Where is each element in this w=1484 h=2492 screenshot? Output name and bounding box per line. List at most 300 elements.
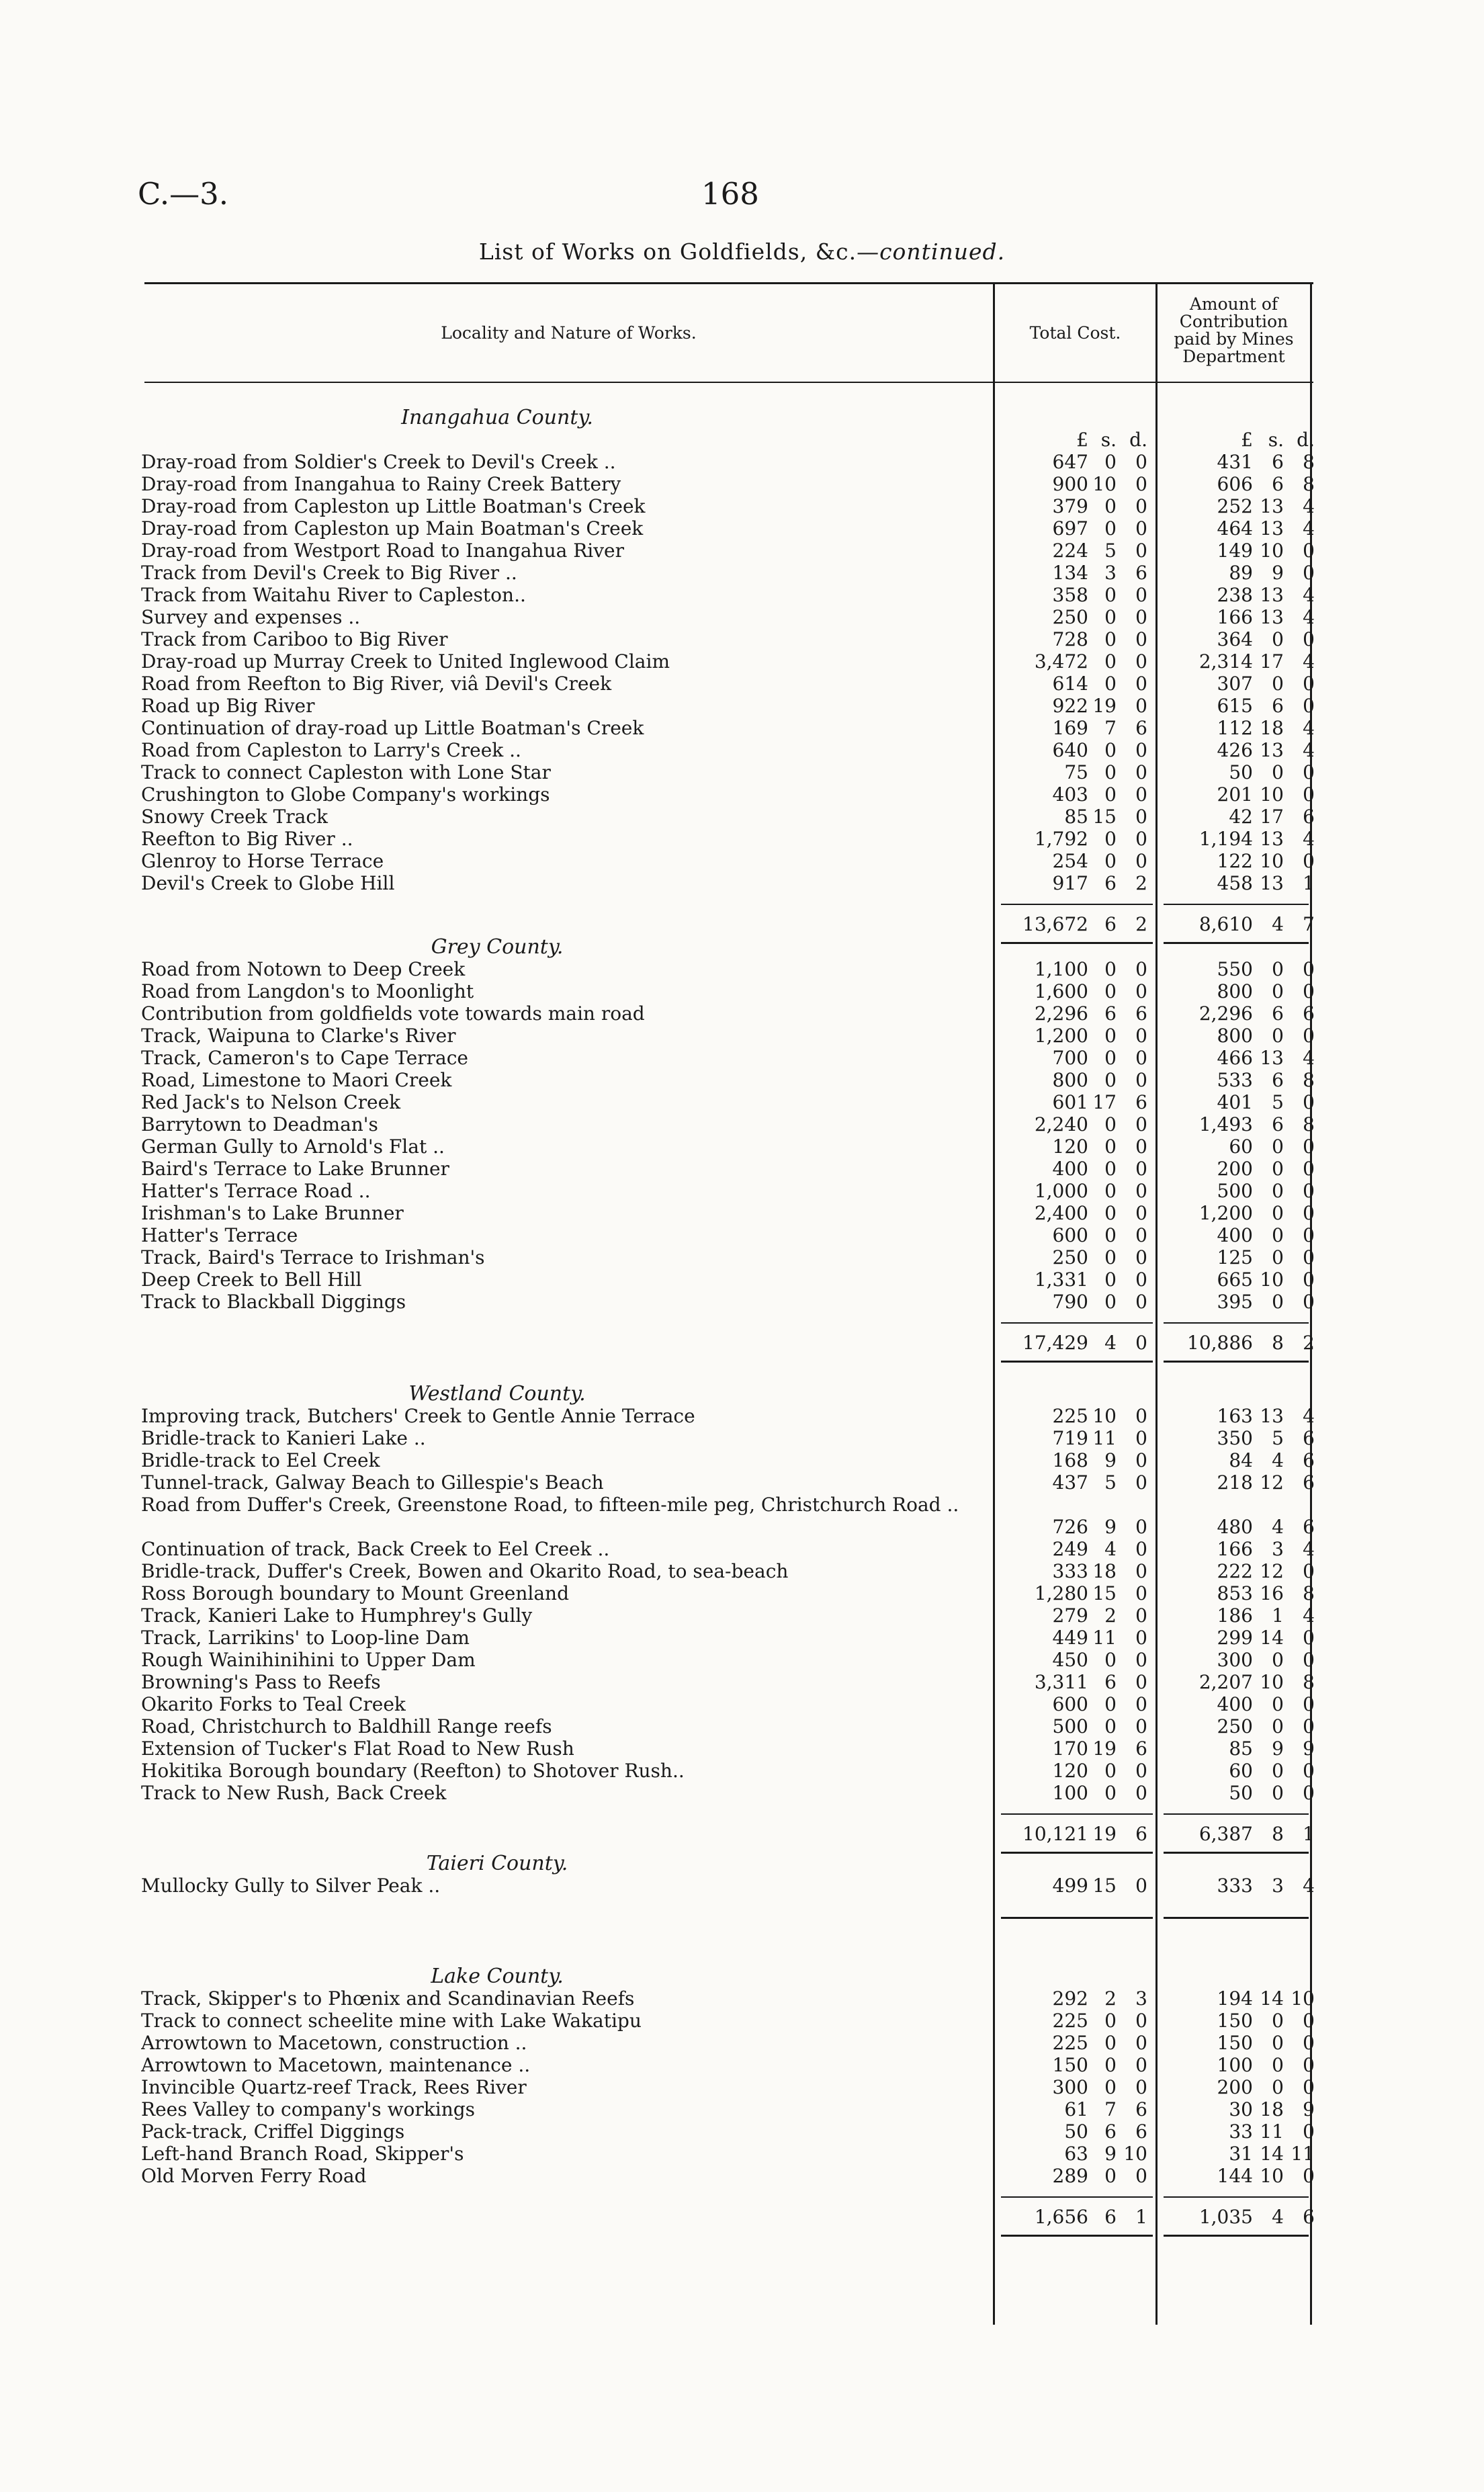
total-cost-pence: 0 xyxy=(1135,1202,1147,1224)
total-cost-pounds: 449 xyxy=(1052,1627,1088,1649)
total-cost-pence: 6 xyxy=(1135,1002,1147,1025)
contribution-shillings: 13 xyxy=(1260,1405,1284,1427)
subtotal-rule xyxy=(1001,904,1153,905)
contribution-pounds: 50 xyxy=(1229,1782,1253,1804)
subtotal-rule xyxy=(1001,1322,1153,1324)
total-cost-shillings: 0 xyxy=(1104,783,1117,806)
table-row xyxy=(0,2143,1484,2165)
row-amounts xyxy=(0,2165,1484,2187)
work-locality: Road, Christchurch to Baldhill Range reefs xyxy=(141,1715,552,1737)
work-locality: Extension of Tucker's Flat Road to New Rush xyxy=(141,1737,574,1760)
contribution-pence: 8 xyxy=(1303,451,1315,473)
contribution-pounds: 500 xyxy=(1217,1180,1253,1202)
section-end-rule xyxy=(1164,1852,1309,1854)
contribution-pence: 0 xyxy=(1303,1760,1315,1782)
total-cost-pence: 0 xyxy=(1135,1224,1147,1246)
contribution-pounds: 30 xyxy=(1229,2098,1253,2120)
total-cost-shillings: 5 xyxy=(1104,540,1117,562)
total-cost-pounds: 726 xyxy=(1052,1516,1088,1538)
work-locality: Bridle-track to Kanieri Lake .. xyxy=(141,1427,426,1449)
row-amounts xyxy=(0,1180,1484,1202)
work-locality: Track from Cariboo to Big River xyxy=(141,628,448,650)
shilling-unit: s. xyxy=(1100,429,1117,451)
total-cost-pence: 2 xyxy=(1135,872,1147,894)
work-locality: Rough Wainihinihini to Upper Dam xyxy=(141,1649,476,1671)
contribution-pounds: 150 xyxy=(1217,2010,1253,2032)
work-locality: Track, Waipuna to Clarke's River xyxy=(141,1025,456,1047)
total-cost-pounds: 1,600 xyxy=(1034,980,1088,1002)
table-row xyxy=(0,1025,1484,1047)
total-cost-shillings: 0 xyxy=(1104,850,1117,872)
row-amounts xyxy=(0,540,1484,562)
row-amounts xyxy=(0,1604,1484,1627)
contribution-pence: 8 xyxy=(1303,1113,1315,1135)
total-cost-pounds: 719 xyxy=(1052,1427,1088,1449)
total-cost-pounds: 499 xyxy=(1052,1875,1088,1897)
work-locality: Bridle-track, Duffer's Creek, Bowen and Okarito Road, to sea-beach xyxy=(141,1560,789,1582)
total-cost-pence: 0 xyxy=(1135,1332,1147,1354)
row-amounts xyxy=(0,473,1484,495)
contribution-shillings: 10 xyxy=(1260,2165,1284,2187)
total-cost-pounds: 640 xyxy=(1052,739,1088,761)
row-amounts xyxy=(0,628,1484,650)
total-cost-shillings: 0 xyxy=(1104,1158,1117,1180)
row-amounts xyxy=(0,451,1484,473)
county-heading: Grey County. xyxy=(431,935,564,959)
table-row xyxy=(0,783,1484,806)
work-locality: Hokitika Borough boundary (Reefton) to Shotover Rush.. xyxy=(141,1760,685,1782)
work-locality: German Gully to Arnold's Flat .. xyxy=(141,1135,445,1158)
work-locality: Mullocky Gully to Silver Peak .. xyxy=(141,1875,441,1897)
contribution-pence: 6 xyxy=(1303,1449,1315,1471)
contribution-shillings: 3 xyxy=(1272,1538,1284,1560)
total-cost-shillings: 0 xyxy=(1104,2165,1117,2187)
contribution-pounds: 2,207 xyxy=(1198,1671,1253,1693)
contribution-pounds: 31 xyxy=(1229,2143,1253,2165)
contribution-pence: 6 xyxy=(1303,1427,1315,1449)
contribution-shillings: 11 xyxy=(1260,2120,1284,2143)
table-row xyxy=(0,850,1484,872)
row-amounts xyxy=(0,695,1484,717)
contribution-pence: 2 xyxy=(1303,1332,1315,1354)
row-amounts xyxy=(0,806,1484,828)
contribution-pence: 0 xyxy=(1303,1715,1315,1737)
section-end-rule xyxy=(1164,942,1309,944)
total-cost-pounds: 917 xyxy=(1052,872,1088,894)
contribution-shillings: 1 xyxy=(1272,1604,1284,1627)
contribution-pounds: 665 xyxy=(1217,1269,1253,1291)
contribution-pence: 4 xyxy=(1303,1875,1315,1897)
contribution-shillings: 0 xyxy=(1272,1025,1284,1047)
table-row xyxy=(0,1269,1484,1291)
total-cost-pounds: 379 xyxy=(1052,495,1088,517)
contribution-shillings: 13 xyxy=(1260,739,1284,761)
total-cost-pounds: 85 xyxy=(1064,806,1088,828)
contribution-pounds: 1,493 xyxy=(1198,1113,1253,1135)
contribution-pounds: 401 xyxy=(1217,1091,1253,1113)
total-cost-pence: 0 xyxy=(1135,673,1147,695)
contribution-pounds: 250 xyxy=(1217,1715,1253,1737)
contribution-shillings: 0 xyxy=(1272,761,1284,783)
total-cost-pounds: 697 xyxy=(1052,517,1088,540)
row-amounts xyxy=(0,1047,1484,1069)
total-cost-pence: 0 xyxy=(1135,1649,1147,1671)
contribution-pounds: 252 xyxy=(1217,495,1253,517)
contribution-pence: 0 xyxy=(1303,2054,1315,2076)
header-bottom-rule xyxy=(144,382,1313,383)
work-locality: Hatter's Terrace Road .. xyxy=(141,1180,371,1202)
table-row xyxy=(0,628,1484,650)
table-row xyxy=(0,2076,1484,2098)
table-row xyxy=(0,606,1484,628)
total-cost-pounds: 2,400 xyxy=(1034,1202,1088,1224)
row-amounts xyxy=(0,1715,1484,1737)
contribution-pence: 9 xyxy=(1303,2098,1315,2120)
row-amounts xyxy=(0,1025,1484,1047)
total-cost-shillings: 0 xyxy=(1104,958,1117,980)
total-cost-shillings: 9 xyxy=(1104,1516,1117,1538)
contribution-shillings: 0 xyxy=(1272,2032,1284,2054)
total-cost-shillings: 0 xyxy=(1104,584,1117,606)
contribution-pounds: 84 xyxy=(1229,1449,1253,1471)
table-row xyxy=(0,1494,1484,1538)
row-amounts xyxy=(0,495,1484,517)
row-amounts xyxy=(0,1693,1484,1715)
total-cost-pence: 0 xyxy=(1135,451,1147,473)
work-locality: Road from Langdon's to Moonlight xyxy=(141,980,474,1002)
total-cost-shillings: 10 xyxy=(1092,473,1117,495)
section-end-rule xyxy=(1164,2235,1309,2237)
total-cost-pounds: 400 xyxy=(1052,1158,1088,1180)
total-cost-shillings: 7 xyxy=(1104,2098,1117,2120)
total-cost-shillings: 0 xyxy=(1104,2010,1117,2032)
contribution-pounds: 426 xyxy=(1217,739,1253,761)
table-row xyxy=(0,2010,1484,2032)
total-cost-shillings: 6 xyxy=(1104,1671,1117,1693)
total-cost-pence: 0 xyxy=(1135,1427,1147,1449)
row-amounts xyxy=(0,1135,1484,1158)
total-cost-pounds: 1,280 xyxy=(1034,1582,1088,1604)
table-row xyxy=(0,1538,1484,1560)
total-cost-shillings: 17 xyxy=(1092,1091,1117,1113)
contribution-pence: 1 xyxy=(1303,872,1315,894)
total-cost-pounds: 1,100 xyxy=(1034,958,1088,980)
work-locality: Dray-road from Capleston up Main Boatman's Creek xyxy=(141,517,644,540)
table-row xyxy=(0,451,1484,473)
table-row xyxy=(0,540,1484,562)
subtotal-rule xyxy=(1164,1322,1309,1324)
row-amounts xyxy=(0,850,1484,872)
contribution-pounds: 853 xyxy=(1217,1582,1253,1604)
table-row xyxy=(0,1715,1484,1737)
total-cost-pence: 6 xyxy=(1135,1823,1147,1845)
total-cost-shillings: 6 xyxy=(1104,2120,1117,2143)
total-cost-pounds: 61 xyxy=(1064,2098,1088,2120)
contribution-pence: 0 xyxy=(1303,850,1315,872)
title-main: List of Works on Goldfields, &c.— xyxy=(478,239,880,265)
row-amounts xyxy=(0,828,1484,850)
contribution-pence: 0 xyxy=(1303,1291,1315,1313)
contribution-shillings: 5 xyxy=(1272,1427,1284,1449)
contribution-pounds: 307 xyxy=(1217,673,1253,695)
total-cost-pence: 2 xyxy=(1135,913,1147,935)
total-cost-shillings: 19 xyxy=(1092,1737,1117,1760)
contribution-pounds: 431 xyxy=(1217,451,1253,473)
table-row xyxy=(0,695,1484,717)
total-cost-pence: 0 xyxy=(1135,1269,1147,1291)
table-row xyxy=(0,562,1484,584)
work-locality: Ross Borough boundary to Mount Greenland xyxy=(141,1582,569,1604)
contribution-pence: 0 xyxy=(1303,1269,1315,1291)
work-locality: Road from Duffer's Creek, Greenstone Road, to fifteen-mile peg, Christchurch Road .. xyxy=(141,1494,959,1516)
total-cost-pounds: 600 xyxy=(1052,1693,1088,1715)
total-cost-pounds: 1,200 xyxy=(1034,1025,1088,1047)
contribution-pounds: 201 xyxy=(1217,783,1253,806)
row-amounts xyxy=(0,2032,1484,2054)
table-row xyxy=(0,673,1484,695)
contribution-pounds: 60 xyxy=(1229,1135,1253,1158)
total-cost-pence: 3 xyxy=(1135,1987,1147,2010)
contribution-pence: 0 xyxy=(1303,1180,1315,1202)
total-cost-pence: 0 xyxy=(1135,1782,1147,1804)
total-cost-pence: 0 xyxy=(1135,980,1147,1002)
total-cost-shillings: 0 xyxy=(1104,1069,1117,1091)
total-cost-pounds: 250 xyxy=(1052,1246,1088,1269)
row-amounts xyxy=(0,1582,1484,1604)
work-locality: Reefton to Big River .. xyxy=(141,828,353,850)
work-locality: Dray-road from Westport Road to Inangahua River xyxy=(141,540,625,562)
contribution-pounds: 85 xyxy=(1229,1737,1253,1760)
row-amounts xyxy=(0,2098,1484,2120)
work-locality: Dray-road up Murray Creek to United Inglewood Claim xyxy=(141,650,670,673)
contribution-pounds: 6,387 xyxy=(1198,1823,1253,1845)
total-cost-pounds: 169 xyxy=(1052,717,1088,739)
table-row xyxy=(0,1202,1484,1224)
row-amounts xyxy=(0,1091,1484,1113)
pence-unit: d. xyxy=(1129,429,1147,451)
work-locality: Track to New Rush, Back Creek xyxy=(141,1782,447,1804)
contribution-shillings: 18 xyxy=(1260,2098,1284,2120)
work-locality: Irishman's to Lake Brunner xyxy=(141,1202,404,1224)
total-cost-pounds: 10,121 xyxy=(1022,1823,1088,1845)
work-locality: Track to connect Capleston with Lone Star xyxy=(141,761,551,783)
contribution-pounds: 615 xyxy=(1217,695,1253,717)
table-row xyxy=(0,1560,1484,1582)
county-heading: Inangahua County. xyxy=(401,406,593,429)
total-cost-pounds: 249 xyxy=(1052,1538,1088,1560)
row-amounts xyxy=(0,1737,1484,1760)
contribution-pence: 0 xyxy=(1303,1246,1315,1269)
total-cost-pounds: 50 xyxy=(1064,2120,1088,2143)
work-locality: Pack-track, Criffel Diggings xyxy=(141,2120,405,2143)
table-row xyxy=(0,1604,1484,1627)
contribution-pence: 10 xyxy=(1291,1987,1315,2010)
work-locality: Glenroy to Horse Terrace xyxy=(141,850,384,872)
contribution-pence: 4 xyxy=(1303,739,1315,761)
table-row xyxy=(0,1782,1484,1804)
contribution-shillings: 8 xyxy=(1272,1823,1284,1845)
contribution-pounds: 8,610 xyxy=(1198,913,1253,935)
document-code: C.—3. xyxy=(138,176,229,212)
contribution-pence: 6 xyxy=(1303,1002,1315,1025)
section-total-row xyxy=(0,1332,1484,1354)
contribution-shillings: 6 xyxy=(1272,451,1284,473)
total-cost-pounds: 500 xyxy=(1052,1715,1088,1737)
table-row xyxy=(0,1291,1484,1313)
total-cost-pounds: 63 xyxy=(1064,2143,1088,2165)
pound-unit: £ xyxy=(1241,429,1253,451)
total-cost-shillings: 0 xyxy=(1104,628,1117,650)
contribution-header-line: paid by Mines xyxy=(1174,329,1294,349)
contribution-pounds: 350 xyxy=(1217,1427,1253,1449)
contribution-shillings: 13 xyxy=(1260,517,1284,540)
subtotal-rule xyxy=(1164,2196,1309,2198)
contribution-pounds: 800 xyxy=(1217,980,1253,1002)
row-amounts xyxy=(0,673,1484,695)
contribution-shillings: 13 xyxy=(1260,495,1284,517)
section-total-row xyxy=(0,1823,1484,1845)
total-cost-pence: 6 xyxy=(1135,1737,1147,1760)
table-row xyxy=(0,958,1484,980)
contribution-pounds: 480 xyxy=(1217,1516,1253,1538)
total-cost-shillings: 0 xyxy=(1104,2054,1117,2076)
contribution-pence: 4 xyxy=(1303,1538,1315,1560)
contribution-shillings: 4 xyxy=(1272,913,1284,935)
table-row xyxy=(0,2054,1484,2076)
contribution-shillings: 0 xyxy=(1272,1180,1284,1202)
total-cost-pence: 6 xyxy=(1135,717,1147,739)
total-cost-pounds: 75 xyxy=(1064,761,1088,783)
contribution-pounds: 112 xyxy=(1217,717,1253,739)
table-row xyxy=(0,739,1484,761)
contribution-pence: 0 xyxy=(1303,1091,1315,1113)
total-cost-shillings: 0 xyxy=(1104,517,1117,540)
contribution-pence: 0 xyxy=(1303,2010,1315,2032)
contribution-shillings: 0 xyxy=(1272,1715,1284,1737)
work-locality: Track from Devil's Creek to Big River .. xyxy=(141,562,517,584)
total-cost-shillings: 2 xyxy=(1104,1604,1117,1627)
contribution-pounds: 364 xyxy=(1217,628,1253,650)
work-locality: Dray-road from Capleston up Little Boatman's Creek xyxy=(141,495,646,517)
contribution-shillings: 0 xyxy=(1272,1693,1284,1715)
table-row xyxy=(0,1582,1484,1604)
total-cost-shillings: 0 xyxy=(1104,1782,1117,1804)
contribution-pence: 8 xyxy=(1303,473,1315,495)
contribution-pounds: 186 xyxy=(1217,1604,1253,1627)
total-cost-pounds: 13,672 xyxy=(1022,913,1088,935)
work-locality: Track to connect scheelite mine with Lake Wakatipu xyxy=(141,2010,642,2032)
total-cost-pounds: 150 xyxy=(1052,2054,1088,2076)
contribution-shillings: 5 xyxy=(1272,1091,1284,1113)
total-cost-shillings: 6 xyxy=(1104,1002,1117,1025)
county-heading: Taieri County. xyxy=(426,1852,568,1875)
total-cost-shillings: 0 xyxy=(1104,673,1117,695)
total-cost-pence: 0 xyxy=(1135,1671,1147,1693)
contribution-pence: 0 xyxy=(1303,2076,1315,2098)
contribution-pounds: 60 xyxy=(1229,1760,1253,1782)
total-cost-pounds: 700 xyxy=(1052,1047,1088,1069)
work-locality: Track, Skipper's to Phœnix and Scandinavian Reefs xyxy=(141,1987,635,2010)
work-locality: Devil's Creek to Globe Hill xyxy=(141,872,395,894)
total-cost-pence: 0 xyxy=(1135,1693,1147,1715)
total-cost-pounds: 3,472 xyxy=(1034,650,1088,673)
total-cost-shillings: 0 xyxy=(1104,1246,1117,1269)
contribution-pounds: 238 xyxy=(1217,584,1253,606)
contribution-pence: 8 xyxy=(1303,1582,1315,1604)
work-locality: Track, Cameron's to Cape Terrace xyxy=(141,1047,468,1069)
contribution-pounds: 1,194 xyxy=(1198,828,1253,850)
total-cost-shillings: 9 xyxy=(1104,1449,1117,1471)
contribution-shillings: 3 xyxy=(1272,1875,1284,1897)
work-locality: Track, Kanieri Lake to Humphrey's Gully xyxy=(141,1604,533,1627)
total-cost-pence: 0 xyxy=(1135,1135,1147,1158)
table-row xyxy=(0,1180,1484,1202)
contribution-pence: 6 xyxy=(1303,1516,1315,1538)
contribution-pounds: 218 xyxy=(1217,1471,1253,1494)
total-cost-shillings: 19 xyxy=(1092,695,1117,717)
subtotal-rule xyxy=(1164,904,1309,905)
contribution-pounds: 300 xyxy=(1217,1649,1253,1671)
contribution-column-header xyxy=(1158,296,1310,366)
row-amounts xyxy=(0,739,1484,761)
contribution-shillings: 0 xyxy=(1272,1246,1284,1269)
contribution-pence: 0 xyxy=(1303,1693,1315,1715)
total-cost-shillings: 6 xyxy=(1104,2206,1117,2228)
row-amounts xyxy=(0,958,1484,980)
total-cost-pounds: 601 xyxy=(1052,1091,1088,1113)
contribution-pounds: 125 xyxy=(1217,1246,1253,1269)
pound-unit: £ xyxy=(1076,429,1088,451)
contribution-pence: 0 xyxy=(1303,1627,1315,1649)
contribution-pence: 6 xyxy=(1303,2206,1315,2228)
total-cost-pence: 0 xyxy=(1135,828,1147,850)
work-locality: Deep Creek to Bell Hill xyxy=(141,1269,362,1291)
total-cost-pence: 0 xyxy=(1135,1715,1147,1737)
total-cost-shillings: 4 xyxy=(1104,1538,1117,1560)
section-total-row xyxy=(0,913,1484,935)
total-cost-pounds: 437 xyxy=(1052,1471,1088,1494)
total-cost-pence: 0 xyxy=(1135,1291,1147,1313)
row-amounts xyxy=(0,783,1484,806)
subtotal-rule xyxy=(1001,1813,1153,1815)
table-row xyxy=(0,980,1484,1002)
work-locality: Arrowtown to Macetown, construction .. xyxy=(141,2032,527,2054)
row-amounts xyxy=(0,1269,1484,1291)
work-locality: Baird's Terrace to Lake Brunner xyxy=(141,1158,449,1180)
table-row xyxy=(0,1091,1484,1113)
total-cost-pounds: 1,656 xyxy=(1034,2206,1088,2228)
contribution-shillings: 6 xyxy=(1272,1113,1284,1135)
row-amounts xyxy=(0,1002,1484,1025)
contribution-shillings: 4 xyxy=(1272,2206,1284,2228)
work-locality: Continuation of dray-road up Little Boatman's Creek xyxy=(141,717,644,739)
total-cost-pounds: 728 xyxy=(1052,628,1088,650)
work-locality: Barrytown to Deadman's xyxy=(141,1113,378,1135)
currency-units-row xyxy=(0,429,1484,451)
total-cost-pence: 0 xyxy=(1135,473,1147,495)
row-amounts xyxy=(0,517,1484,540)
total-cost-pence: 0 xyxy=(1135,1180,1147,1202)
table-row xyxy=(0,1113,1484,1135)
total-cost-pounds: 1,331 xyxy=(1034,1269,1088,1291)
total-cost-pence: 0 xyxy=(1135,606,1147,628)
total-cost-shillings: 5 xyxy=(1104,1471,1117,1494)
total-cost-pence: 0 xyxy=(1135,1760,1147,1782)
contribution-pence: 0 xyxy=(1303,1224,1315,1246)
total-cost-shillings: 0 xyxy=(1104,1224,1117,1246)
work-locality: Road, Limestone to Maori Creek xyxy=(141,1069,452,1091)
work-locality: Browning's Pass to Reefs xyxy=(141,1671,381,1693)
